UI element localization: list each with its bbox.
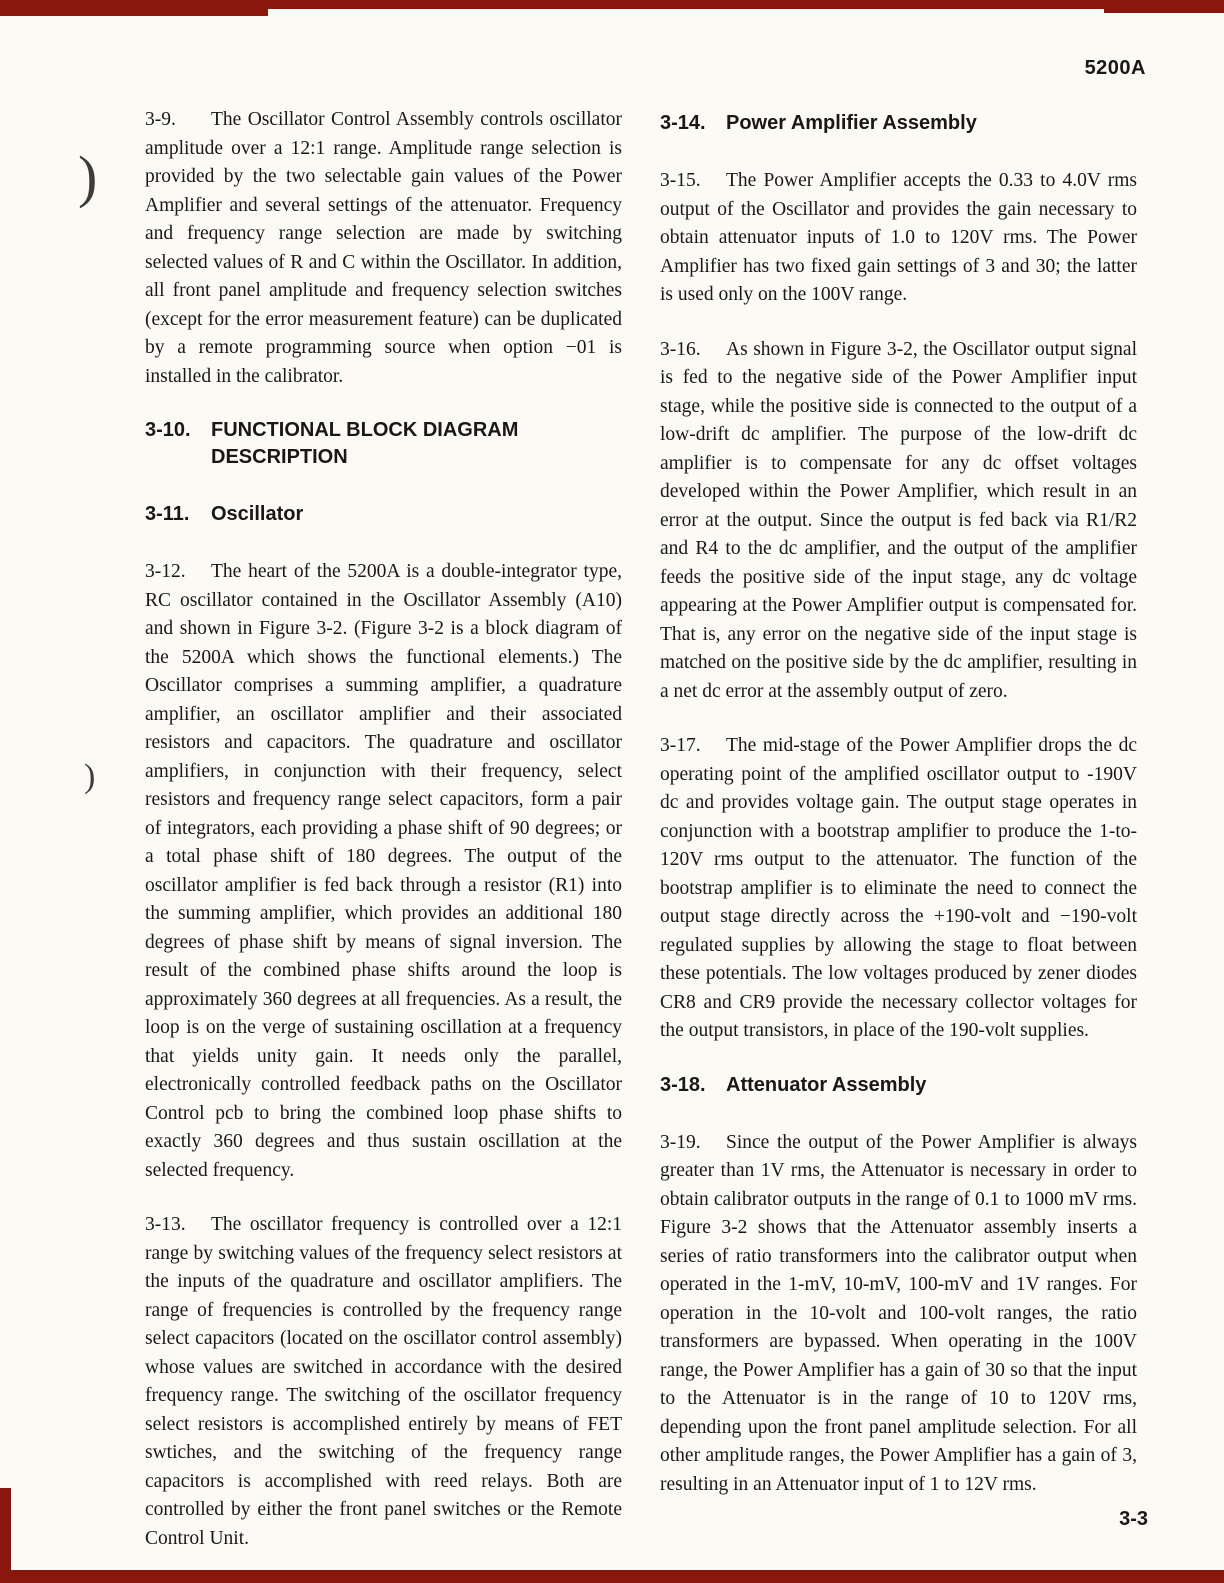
page-number: 3-3	[1119, 1508, 1148, 1530]
paragraph-text: Since the output of the Power Amplifier is always greater than 1V rms, the Attenuator is necessary in order to obtain calibrator outputs in the range of 0.1 to 1000 mV rms. Figure 3-2 shows that the Attenuator assembly inserts a series of ratio transformers into the calibrator output when operated in the 1-mV, 10-mV, 100-mV and 1V ranges. For operation in the 10-volt and 100-volt ranges, the ratio transformers are bypassed. When operating in the 100V range, the Power Amplifier has a gain of 30 so that the input to the Attenuator is in the range of 10 to 120V rms, depending upon the front panel amplitude selection. For all other amplitude ranges, the Power Amplifier has a gain of 3, resulting in an Attenuator input of 1 to 12V rms.	[660, 1131, 1137, 1495]
heading-text: Oscillator	[211, 503, 304, 525]
paragraph-3-17	[660, 732, 1137, 1046]
right-column	[660, 106, 1137, 1579]
paragraph-number: 3-13.	[145, 1214, 186, 1235]
left-column	[145, 106, 622, 1579]
paragraph-text: As shown in Figure 3-2, the Oscillator output signal is fed to the negative side of the Power Amplifier input stage, while the positive side is connected to the output of a low-drift dc amplifier. The purpose of the low-drift dc amplifier is to compensate for any dc offset voltages developed within the Power Amplifier, which result in an error at the output. Since the output is fed back via R1/R2 and R4 to the dc amplifier, and the output of the amplifier feeds the positive side of the input stage, any dc voltage appearing at the Power Amplifier output is compensated for. That is, any error on the negative side of the input stage is matched on the positive side by the dc amplifier, resulting in a net dc error at the assembly output of zero.	[660, 338, 1137, 702]
heading-text: Attenuator Assembly	[726, 1073, 927, 1096]
paragraph-3-13	[145, 1211, 622, 1553]
heading-number: 3-11.	[145, 503, 190, 525]
heading-number: 3-14.	[660, 112, 706, 134]
heading-3-11	[145, 501, 622, 528]
paragraph-number: 3-16.	[660, 338, 701, 360]
heading-text: FUNCTIONAL BLOCK DIAGRAM DESCRIPTION	[211, 419, 519, 468]
paragraph-number: 3-9.	[145, 109, 176, 130]
paragraph-text: The oscillator frequency is controlled over a 12:1 range by switching values of the frequency select resistors at the inputs of the quadrature and oscillator amplifiers. The range of frequencies is controlled by the frequency range select capacitors (located on the oscillator control assembly) whose values are switched in accordance with the desired frequency range. The switching of the oscillator frequency select resistors is accomplished entirely by means of FET swtiches, and the switching of the frequency range capacitors is accomplished with reed relays. Both are controlled by either the front panel switches or the Remote Control Unit.	[145, 1214, 622, 1549]
doc-number: 5200A	[1084, 57, 1146, 79]
paragraph-3-9	[145, 106, 622, 391]
scan-artifact-paren-top: )	[78, 144, 98, 209]
paragraph-text: The mid-stage of the Power Amplifier drops the dc operating point of the amplified oscillator output to -190V dc and provides voltage gain. The output stage operates in conjunction with a bootstrap amplifier to produce the 1-to-120V rms output to the attenuator. The function of the bootstrap amplifier is to eliminate the need to connect the output stage directly across the +190-volt and −190-volt regulated supplies by allowing the stage to float between these potentials. The low voltages produced by zener diodes CR8 and CR9 provide the necessary collector voltages for the output transistors, in place of the 190-volt supplies.	[660, 735, 1137, 1041]
scan-edge-mark-top-right	[1104, 0, 1224, 13]
paragraph-number: 3-19.	[660, 1131, 701, 1153]
scan-edge-mark-bottom-left	[0, 1488, 11, 1583]
heading-3-18	[660, 1072, 1137, 1099]
page-content	[145, 106, 1137, 1579]
paragraph-number: 3-15.	[660, 170, 701, 191]
scan-edge-mark-top-left	[0, 0, 268, 16]
paragraph-3-16	[660, 336, 1137, 707]
paragraph-number: 3-17.	[660, 735, 701, 756]
paragraph-3-15	[660, 167, 1137, 310]
heading-text: Power Amplifier Assembly	[726, 112, 977, 134]
heading-3-14	[660, 110, 1137, 137]
paragraph-3-12	[145, 558, 622, 1185]
paragraph-text: The Power Amplifier accepts the 0.33 to 4.0V rms output of the Oscillator and provides the gain necessary to obtain attenuator inputs of 1.0 to 120V rms. The Power Amplifier has two fixed gain settings of 3 and 30; the latter is used only on the 100V range.	[660, 170, 1137, 305]
heading-number: 3-18.	[660, 1073, 706, 1096]
heading-number: 3-10.	[145, 419, 191, 441]
heading-3-10	[145, 417, 622, 471]
scan-artifact-paren-middle: )	[84, 758, 96, 795]
paragraph-text: The heart of the 5200A is a double-integrator type, RC oscillator contained in the Oscillator Assembly (A10) and shown in Figure 3-2. (Figure 3-2 is a block diagram of the 5200A which shows the functional elements.) The Oscillator comprises a summing amplifier, a quadrature amplifier, an oscillator amplifier and their associated resistors and capacitors. The quadrature and oscillator amplifiers, in conjunction with their frequency, select resistors and frequency range select capacitors, form a pair of integrators, each providing a phase shift of 90 degrees; or a total phase shift of 180 degrees. The output of the oscillator amplifier is fed back through a resistor (R1) into the summing amplifier, which provides an additional 180 degrees of phase shift by means of signal inversion. The result of the combined phase shifts around the loop is approximately 360 degrees at all frequencies. As a result, the loop is on the verge of sustaining oscillation at a frequency that yields unity gain. It needs only the parallel, electronically controlled feedback paths on the Oscillator Control pcb to bring the combined loop phase shifts to exactly 360 degrees and thus sustain oscillation at the selected frequency.	[145, 561, 622, 1181]
paragraph-text: The Oscillator Control Assembly controls oscillator amplitude over a 12:1 range. Amplitude range selection is provided by the two selectable gain values of the Power Amplifier and several settings of the attenuator. Frequency and frequency range selection are made by switching selected values of R and C within the Oscillator. In addition, all front panel amplitude and frequency selection switches (except for the error measurement feature) can be duplicated by a remote programming source when option −01 is installed in the calibrator.	[145, 109, 622, 387]
paragraph-3-19	[660, 1129, 1137, 1500]
paragraph-number: 3-12.	[145, 561, 186, 582]
